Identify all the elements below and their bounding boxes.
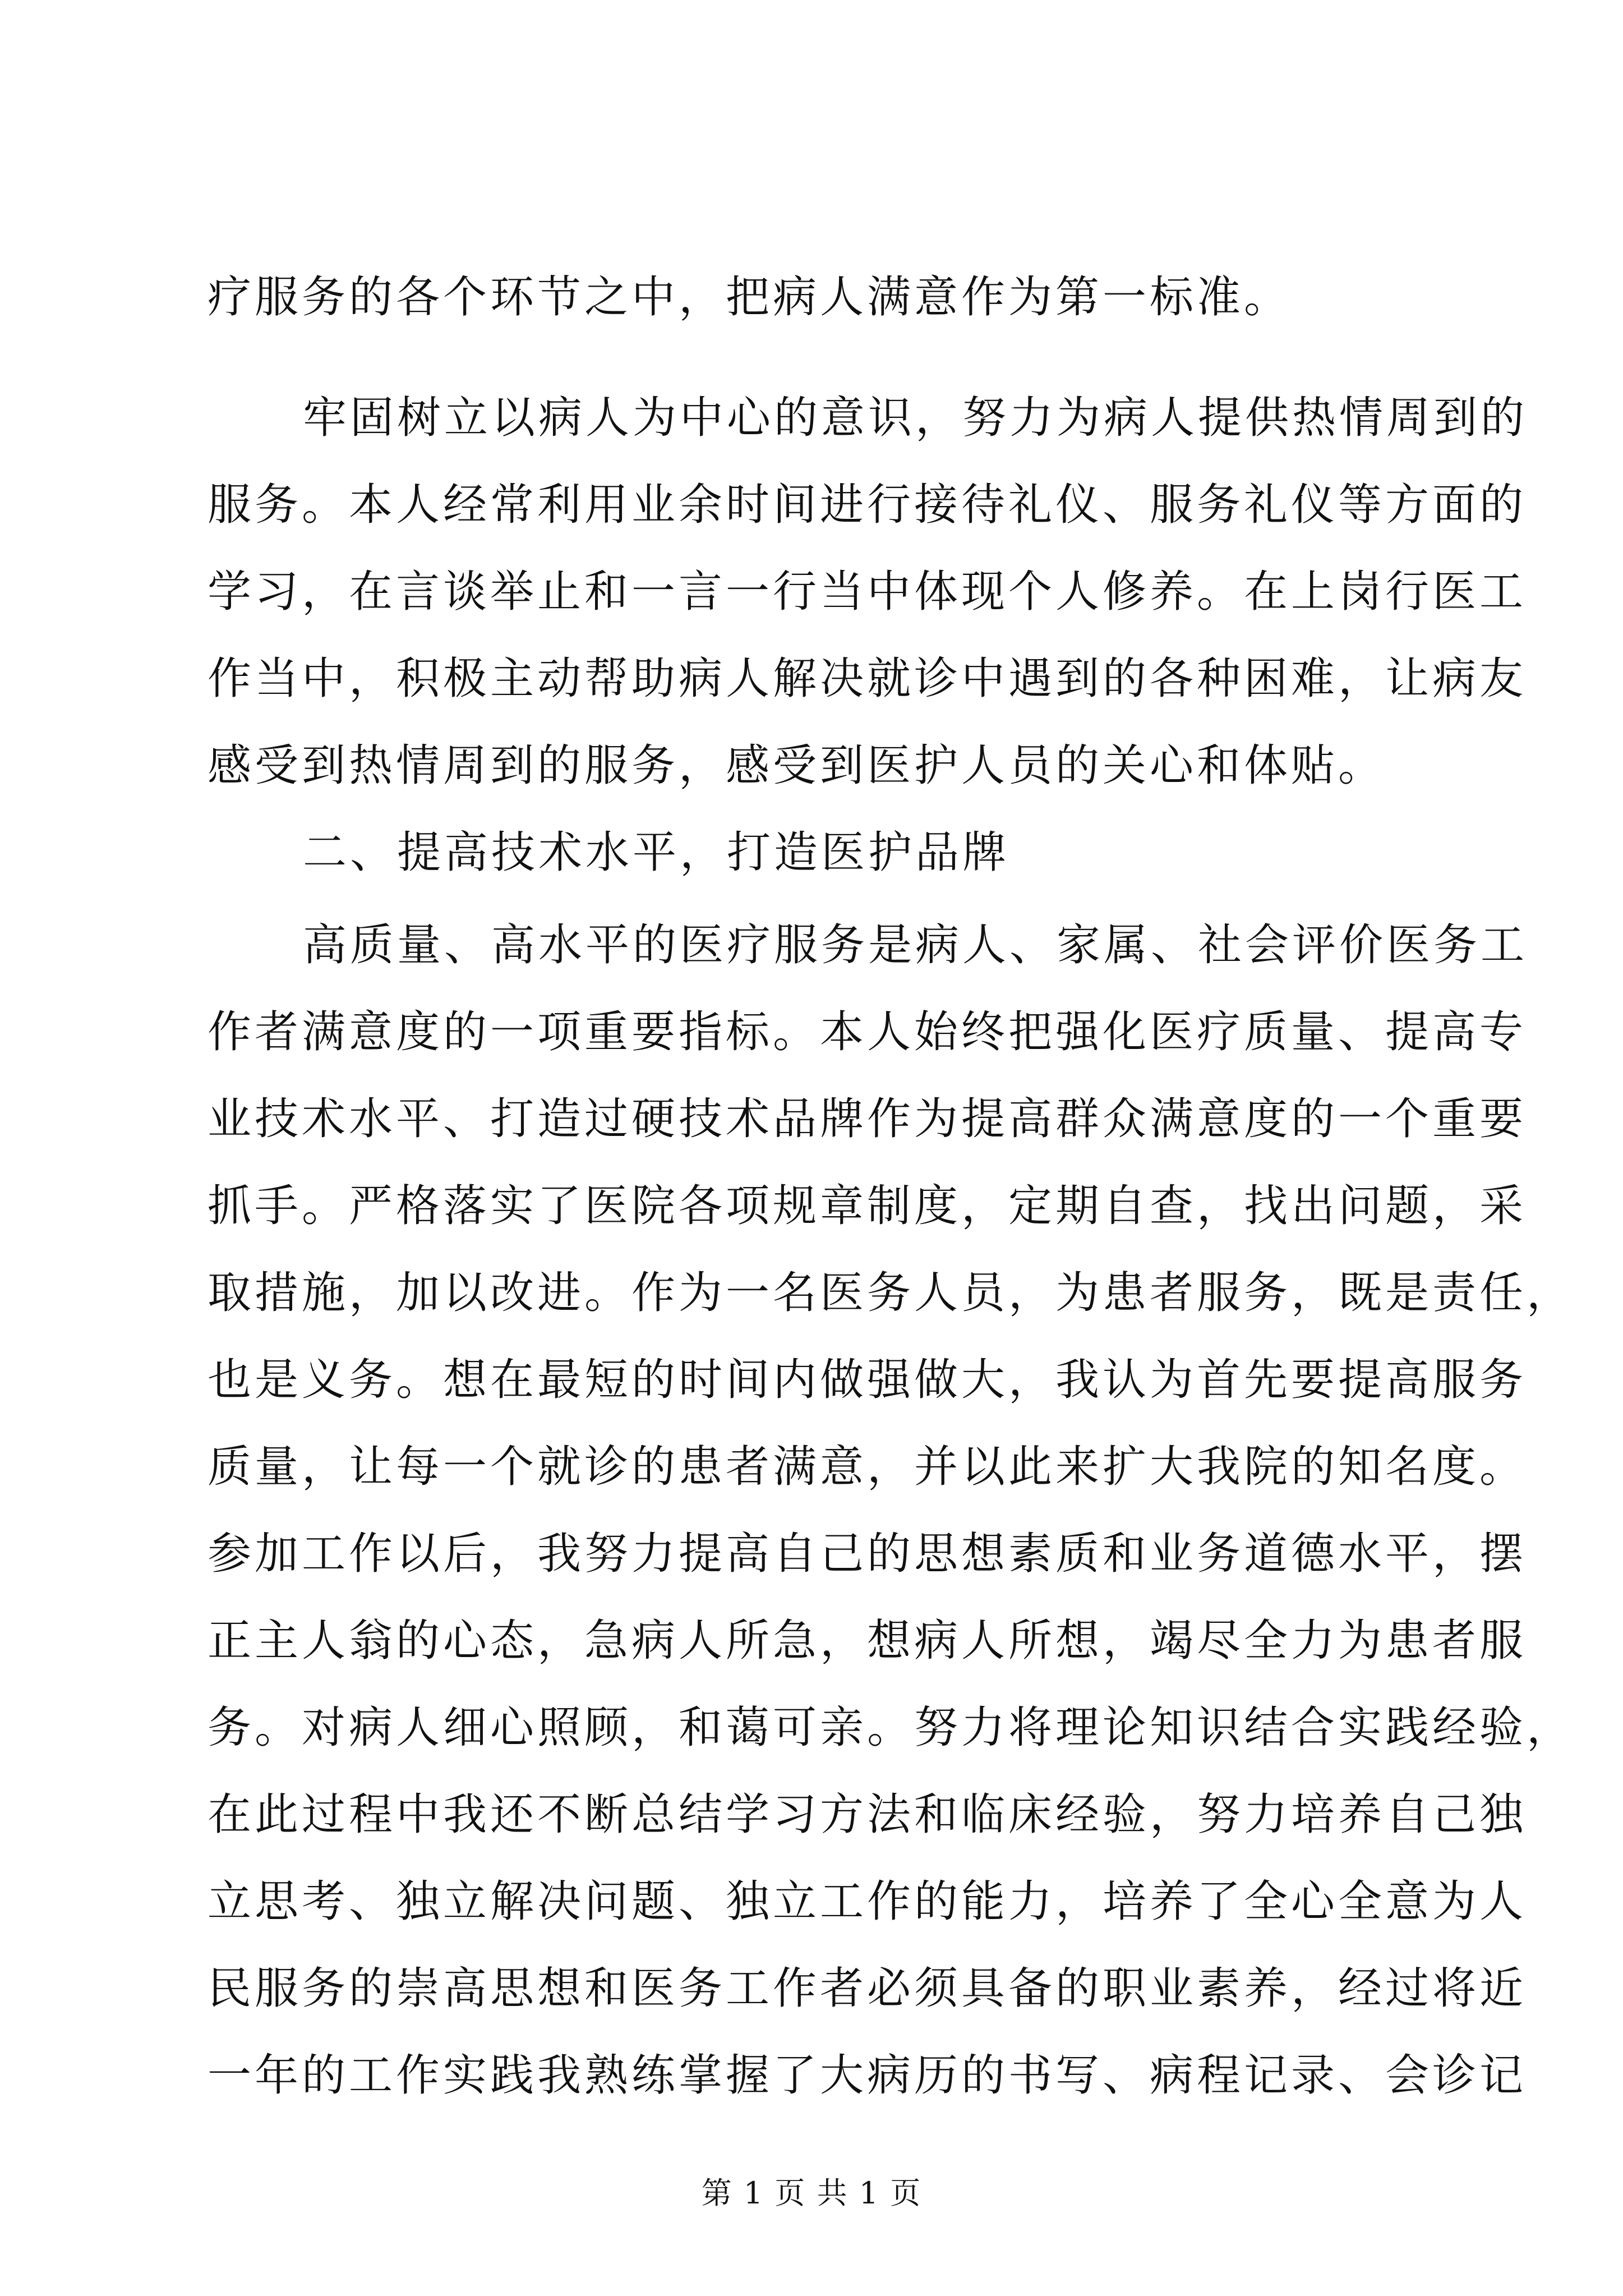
text-line-2: 牢固树立以病人为中心的意识，努力为病人提供热情周到的 xyxy=(303,393,1528,443)
text-line-12: 取措施，加以改进。作为一名医务人员，为患者服务，既是责任， xyxy=(208,1268,1574,1318)
page-footer: 第 1 页 共 1 页 xyxy=(701,2175,922,2211)
text-line-13: 也是义务。想在最短的时间内做强做大，我认为首先要提高服务 xyxy=(208,1355,1527,1405)
text-line-9: 作者满意度的一项重要指标。本人始终把强化医疗质量、提高专 xyxy=(208,1007,1527,1057)
text-line-21: 一年的工作实践我熟练掌握了大病历的书写、病程记录、会诊记 xyxy=(208,2050,1527,2101)
text-line-20: 民服务的崇高思想和医务工作者必须具备的职业素养，经过将近 xyxy=(208,1963,1527,2014)
text-line-17: 务。对病人细心照顾，和蔼可亲。努力将理论知识结合实践经验， xyxy=(208,1703,1574,1753)
text-line-14: 质量，让每一个就诊的患者满意，并以此来扩大我院的知名度。 xyxy=(208,1442,1527,1492)
text-line-1: 疗服务的各个环节之中，把病人满意作为第一标准。 xyxy=(208,272,1292,323)
text-line-5: 作当中，积极主动帮助病人解决就诊中遇到的各种困难，让病友 xyxy=(208,654,1527,704)
text-line-16: 正主人翁的心态，急病人所急，想病人所想，竭尽全力为患者服 xyxy=(208,1616,1527,1666)
text-line-11: 抓手。严格落实了医院各项规章制度，定期自查，找出问题，采 xyxy=(208,1181,1527,1231)
section-heading: 二、提高技术水平，打造医护品牌 xyxy=(303,827,1010,878)
text-line-10: 业技术水平、打造过硬技术品牌作为提高群众满意度的一个重要 xyxy=(208,1094,1527,1144)
text-line-6: 感受到热情周到的服务，感受到医护人员的关心和体贴。 xyxy=(208,740,1386,791)
text-line-3: 服务。本人经常利用业余时间进行接待礼仪、服务礼仪等方面的 xyxy=(208,480,1527,530)
text-line-8: 高质量、高水平的医疗服务是病人、家属、社会评价医务工 xyxy=(303,920,1528,970)
text-line-4: 学习，在言谈举止和一言一行当中体现个人修养。在上岗行医工 xyxy=(208,567,1527,617)
text-line-15: 参加工作以后，我努力提高自己的思想素质和业务道德水平，摆 xyxy=(208,1529,1527,1579)
text-line-18: 在此过程中我还不断总结学习方法和临床经验，努力培养自己独 xyxy=(208,1789,1527,1840)
text-line-19: 立思考、独立解决问题、独立工作的能力，培养了全心全意为人 xyxy=(208,1876,1527,1927)
